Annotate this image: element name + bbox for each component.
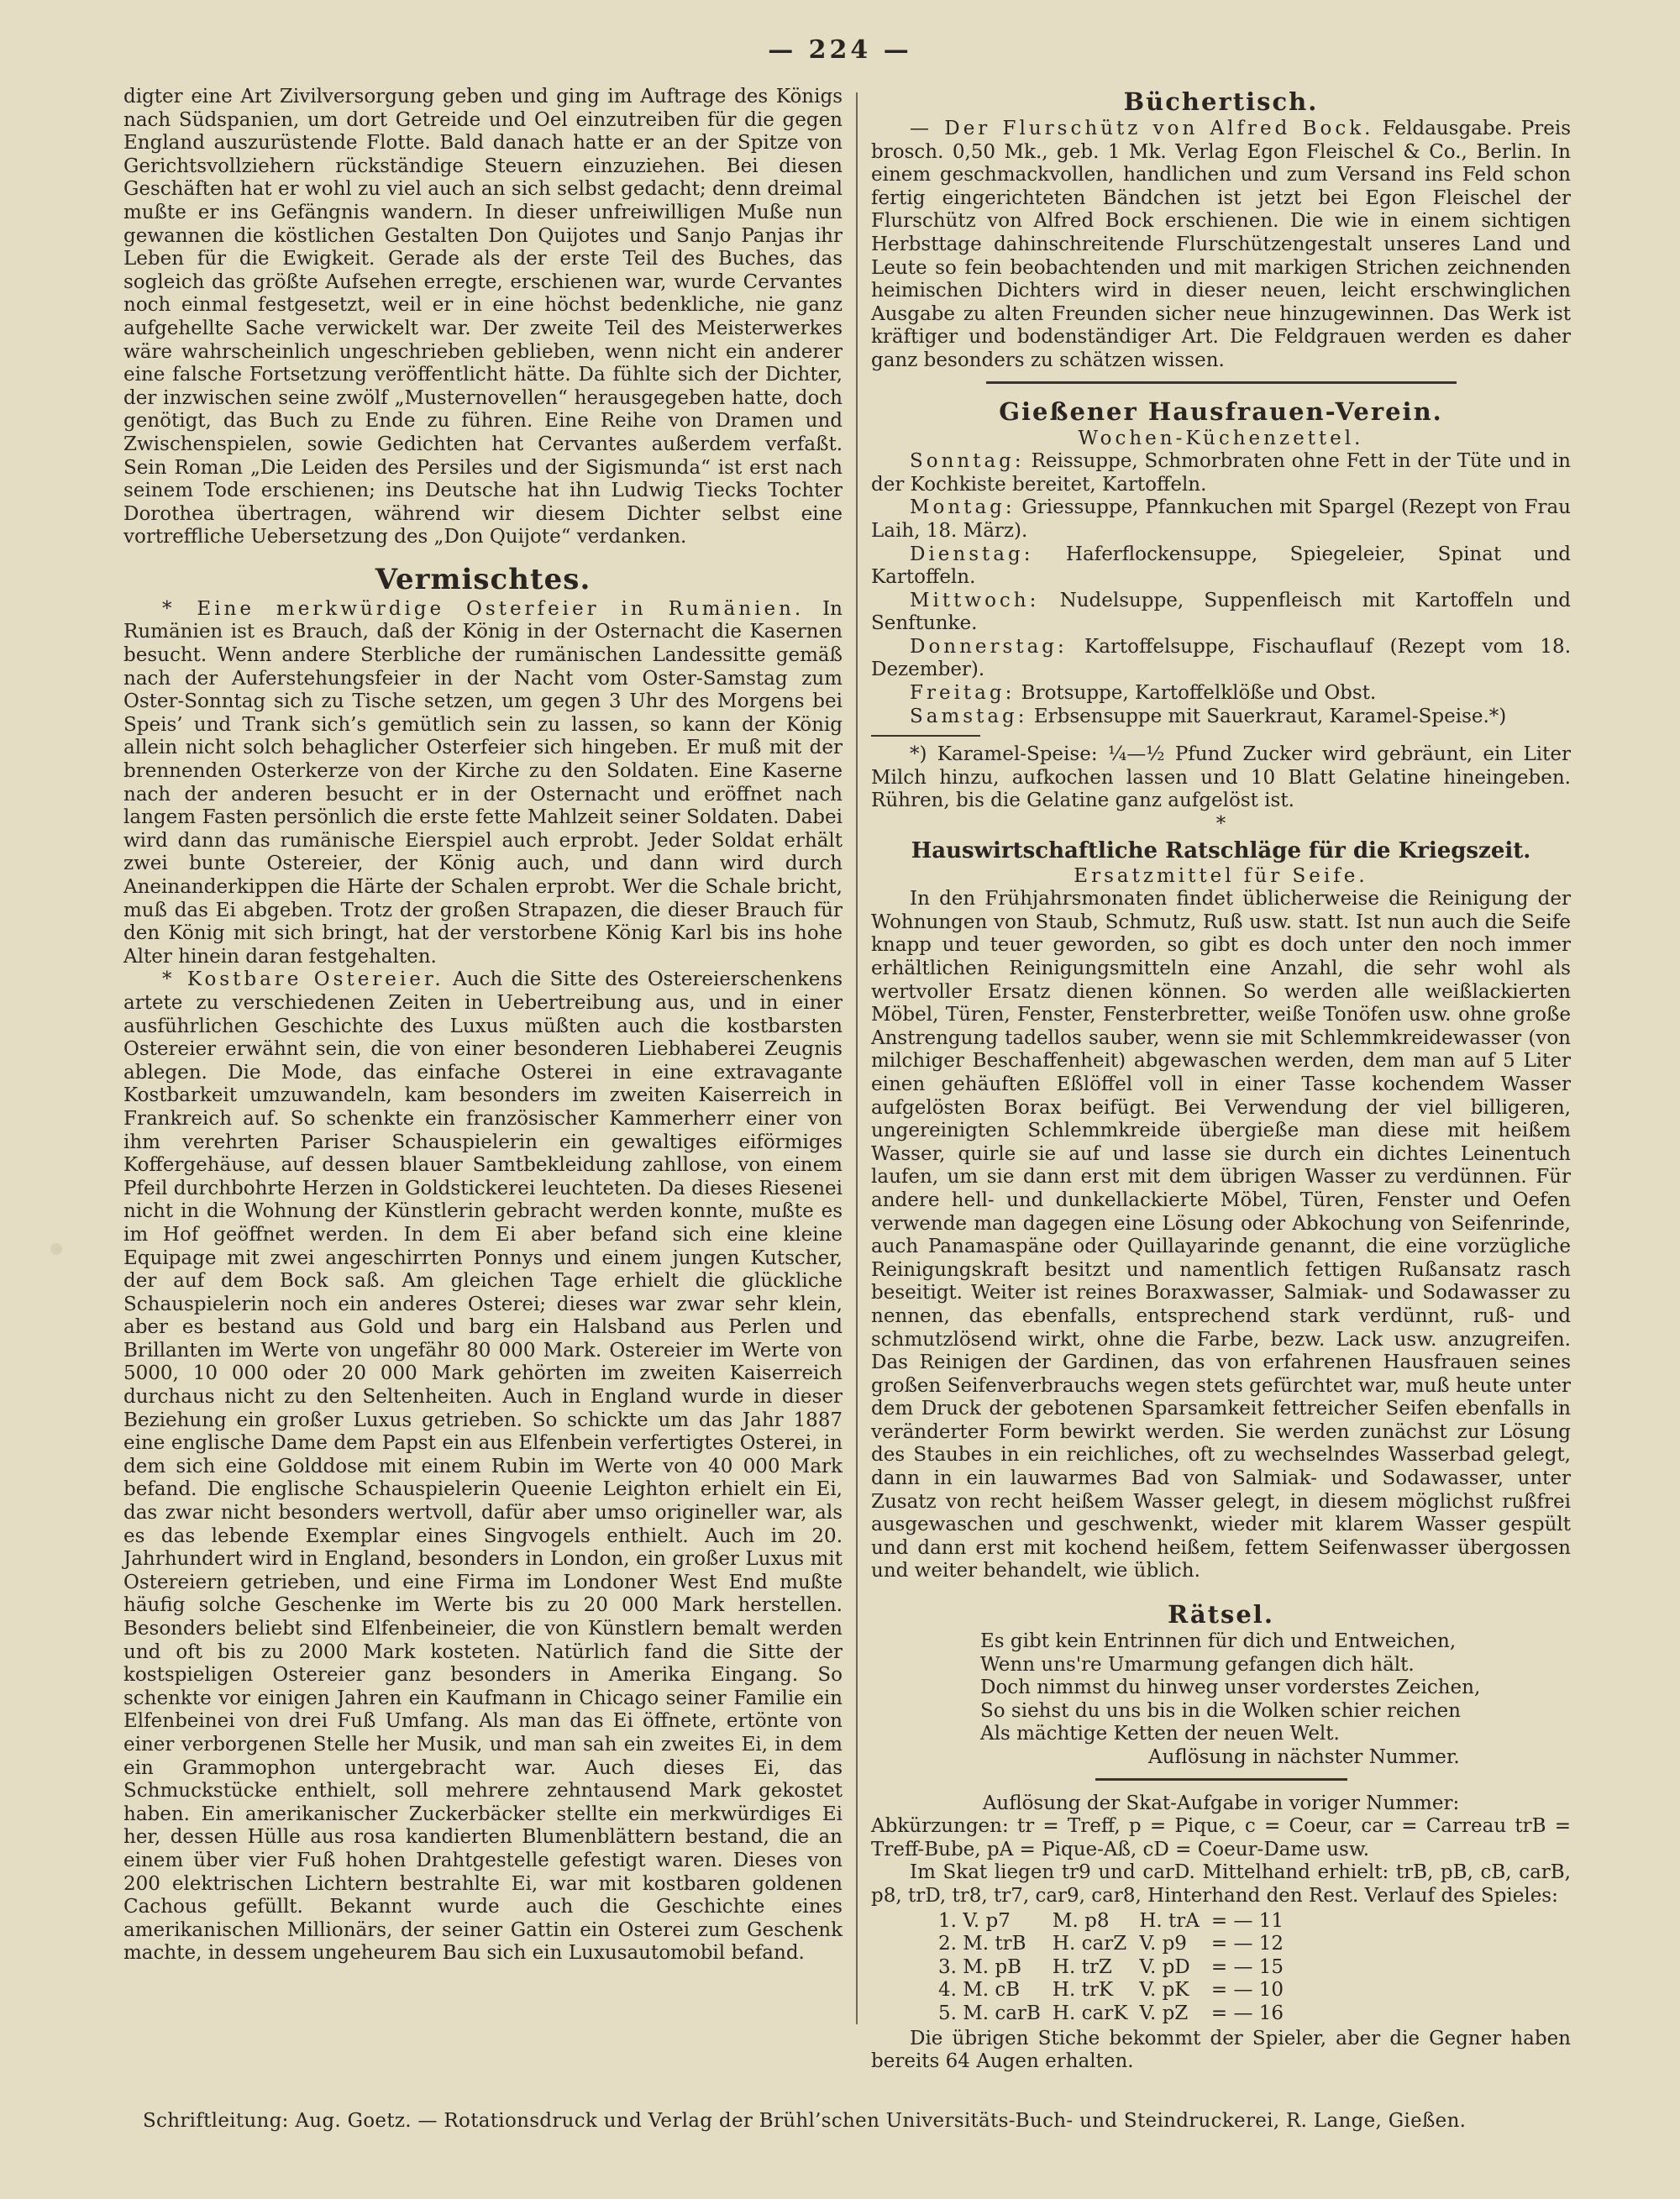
move-cell: 2. M. trB — [938, 1933, 1026, 1955]
menu-day — [871, 496, 1571, 543]
menu-footnote: *) Karamel-Speise: ¼—½ Pfund Zucker wird gebräunt, ein Liter Milch hinzu, aufkochen lassen und 10 Blatt Gelatine hineingeben. Rühren, bis die Gelatine ganz aufgelöst ist. — [871, 743, 1571, 812]
menu-day — [871, 682, 1571, 706]
article-text: In Rumänien ist es Brauch, daß der König in der Osternacht die Kasernen besucht. Wenn andere Sterbliche der rumänischen Landessitte gemäß nach der Auferstehungsfeier in der Nacht vom Oster-Samstag zum Oster-Sonntag sich zu Tische setzen, um gegen 3 Uhr des Morgens bei Speis’ und Trank sich’s gemütlich sein zu lassen, so kann der König allein nicht solch behaglicher Osterfeier sich hingeben. Er muß mit der brennenden Osterkerze von der Kirche zu den Soldaten. Eine Kaserne nach der anderen besucht er in der Osternacht und eröffnet nach langem Fasten persönlich die erste fette Mahlzeit seiner Soldaten. Dabei wird dann das rumänische Eierspiel auch erprobt. Jeder Soldat erhält zwei bunte Ostereier, der König auch, und dann wird durch Aneinanderkippen die Härte der Schalen erprobt. Wer die Schale bricht, muß das Ei abgeben. Trotz der großen Strapazen, die dieser Brauch für den König mit sich bringt, hat der verstorbene König Karl bis ins hohe Alter hinein daran festgehalten. — [123, 597, 843, 968]
page-footer-imprint: Schriftleitung: Aug. Goetz. — Rotationsdruck und Verlag der Brühl’schen Universitäts-Buch- und Steindruckerei, R. Lange, Gießen. — [143, 2110, 1467, 2132]
move-cell: 4. M. cB — [938, 1979, 1021, 2002]
ratschlaege-subtitle: Ersatzmittel für Seife. — [1074, 864, 1368, 887]
move-cell: = — 12 — [1210, 1933, 1284, 1955]
menu-day-dishes: Haferflockensuppe, Spiegeleier, Spinat und Kartoffeln. — [871, 543, 1572, 589]
left-column — [123, 86, 843, 2034]
article-osterfeier — [123, 598, 843, 969]
move-cell: = — 11 — [1210, 1909, 1284, 1932]
skat-title: Auflösung der Skat-Aufgabe in voriger Nummer: — [982, 1792, 1460, 1814]
move-cell: = — 15 — [1210, 1955, 1284, 1978]
article-lead: * Kostbare Ostereier. — [162, 968, 444, 991]
move-cell: = — 10 — [1210, 1979, 1284, 2002]
table-row — [938, 2002, 1295, 2026]
menu-day-dishes: Erbsensuppe mit Sauerkraut, Karamel-Speise.*) — [1033, 705, 1507, 727]
move-cell: H. trZ — [1052, 1955, 1112, 1978]
menu-day-dishes: Nudelsuppe, Suppenfleisch mit Kartoffeln und Senftunke. — [871, 589, 1571, 635]
section-title-buechertisch: Büchertisch. — [1123, 87, 1319, 116]
section-rule — [1095, 1778, 1347, 1781]
riddle-line: Doch nimmst du hinweg unser vorderstes Zeichen, — [980, 1677, 1481, 1699]
menu-day — [871, 636, 1571, 682]
move-cell: 3. M. pB — [938, 1955, 1022, 1978]
right-column — [871, 86, 1572, 2073]
move-cell: H. carZ — [1052, 1933, 1127, 1955]
menu-day — [871, 706, 1571, 729]
riddle-line: So siehst du uns bis in die Wolken schier reichen — [980, 1699, 1461, 1722]
move-cell: H. carK — [1052, 2002, 1128, 2024]
riddle-line: Wenn uns're Umarmung gefangen dich hält. — [980, 1653, 1415, 1676]
menu-day-name: Donnerstag: — [910, 635, 1068, 658]
section-rule — [986, 381, 1457, 384]
menu-subtitle: Wochen-Küchenzettel. — [1078, 427, 1364, 449]
ratschlaege-text: In den Frühjahrsmonaten findet üblicherweise die Reinigung der Wohnungen von Staub, Schmutz, Ruß usw. statt. Ist nun auch die Seife knapp und teuer geworden, so gibt es doch unter den noch immer erhältlichen Reinigungsmitteln eine Anzahl, die sehr wohl als wertvoller Ersatz dienen können. So werden alle weißlackierten Möbel, Türen, Fenster, Fensterbretter, weiße Tonöfen usw. ohne große Anstrengung tadellos sauber, wenn sie mit Schlemmkreidewasser (von milchiger Beschaffenheit) abgewaschen werden, dem man auf 5 Liter einen gehäuften Eßlöffel voll in einer Tasse kochendem Wasser aufgelösten Borax beifügt. Bei Verwendung der viel billigeren, ungereinigten Schlemmkreide übergieße man diese mit heißem Wasser, quirle sie auf und lasse sie durch ein dichtes Leinentuch laufen, um sie dann erst mit dem übrigen Wasser zu verdünnen. Für andere hell- und dunkellackierte Möbel, Türen, Fenster und Oefen verwende man dagegen eine Lösung oder Abkochung von Seifenrinde, auch Panamaspäne oder Quillayarinde genannt, die eine vorzügliche Reinigungskraft besitzt und namentlich fettigen Rußansatz rasch beseitigt. Weiter ist reines Boraxwasser, Salmiak- und Sodawasser zu nennen, das ebenfalls, entsprechend stark verdünnt, ruß- und schmutzlösend wirkt, ohne die Farbe, bezw. Lack usw. anzugreifen. Das Reinigen der Gardinen, das von erfahrenen Hausfrauen seines großen Seifenverbrauchs wegen stets gefürchtet war, muß heute unter dem Druck der gebotenen Sparsamkeit fettreicher Seifen ebenfalls in veränderter Form bewirkt werden. Sie werden zunächst zur Lösung des Staubes in ein reichliches, oft zu wechselndes Wasserbad gelegt, dann in ein lauwarmes Bad von Salmiak- und Sodawasser, unter Zusatz von recht heißem Wasser gelegt, in diesem möglichst rußfrei ausgewaschen und geschwenkt, wieder mit klarem Wasser gespült und dann erst mit kochend heißem, fettem Seifenwasser übergossen und weiter behandelt, wie üblich. — [871, 888, 1571, 1582]
move-cell: V. pK — [1139, 1979, 1189, 2002]
article-text: Auch die Sitte des Ostereierschenkens artete zu verschiedenen Zeiten in Uebertreibung aus, und in einer ausführlichen Geschichte des Luxus müßten auch die kostbarsten Ostereier erwähnt sein, die von einer besonderen Liebhaberei Zeugnis ablegen. Die Mode, das einfache Osterei in eine extravagante Kostbarkeit umzuwandeln, kam besonders im zweiten Kaiserreich in Frankreich auf. So schenkte ein französischer Kammerherr einer von ihm verehrten Pariser Schauspielerin ein gewaltiges eiförmiges Koffergehäuse, auf dessen blauer Samtbekleidung zahllose, von einem Pfeil durchbohrte Herzen in Goldstickerei leuchteten. Da dieses Riesenei nicht in die Wohnung der Künstlerin gebracht werden konnte, mußte es im Hof geöffnet werden. In dem Ei aber befand sich eine kleine Equipage mit zwei angeschirrten Ponnys und einem jungen Kutscher, der auf dem Bock saß. Am gleichen Tage erhielt die glückliche Schauspielerin noch ein anderes Osterei; dieses war zwar sehr klein, aber es bestand aus Gold und barg ein Halsband aus Perlen und Brillanten im Werte von ungefähr 80 000 Mark. Ostereier im Werte von 5000, 10 000 oder 20 000 Mark gehörten im zweiten Kaiserreich durchaus nicht zu den Seltenheiten. Auch in England wurde in dieser Beziehung ein großer Luxus getrieben. So schickte um das Jahr 1887 eine englische Dame dem Papst ein aus Elfenbein verfertigtes Osterei, in dem sich eine Golddose mit einem Rubin im Werte von 40 000 Mark befand. Die englische Schauspielerin Queenie Leighton erhielt ein Ei, das zwar nicht besonders wertvoll, dafür aber umso origineller war, als es das lebende Exemplar eines Singvogels enthielt. Auch im 20. Jahrhundert wird in England, besonders in London, ein großer Luxus mit Ostereiern getrieben, und eine Firma im Londoner West End mußte häufig solche Geschenke im Werte bis zu 20 000 Mark herstellen. Besonders beliebt sind Elfenbeineier, die von Künstlern bemalt werden und oft bis zu 2000 Mark kosteten. Natürlich fand die Sitte der kostspieligen Ostereier ganz besonders in Amerika Eingang. So schenkte vor einigen Jahren ein Kaufmann in Chicago seiner Familie ein Elfenbeinei von drei Fuß Umfang. Als man das Ei öffnete, ertönte von einer verborgenen Stelle her Musik, und man sah ein zweites Ei, in dem ein Grammophon untergebracht war. Auch dieses Ei, das Schmuckstücke enthielt, soll mehrere zehntausend Mark gekostet haben. Ein amerikanischer Zuckerbäcker stellte ein merkwürdiges Ei her, dessen Hülle aus rosa kandierten Blumenblättern bestand, die an einem über vier Fuß hohen Drahtgestelle gefestigt waren. Dieses von 200 elektrischen Lichtern bestrahlte Ei, war mit kostbaren goldenen Cachous gefüllt. Bekannt wurde auch die Geschichte eines amerikanischen Millionärs, der seiner Gattin ein Osterei zum Geschenk machte, in dessem ungeheurem Bau sich ein Luxusautomobil befand. — [123, 968, 843, 1965]
menu-day-dishes: Griessuppe, Pfannkuchen mit Spargel (Rezept von Frau Laih, 18. März). — [871, 496, 1571, 542]
skat-moves-table — [938, 1910, 1295, 2026]
menu-day-name: Sonntag: — [910, 450, 1025, 473]
move-cell: V. pD — [1139, 1955, 1190, 1978]
separator-star: * — [1215, 813, 1226, 836]
skat-outro: Die übrigen Stiche bekommt der Spieler, aber die Gegner haben bereits 64 Augen erhalten. — [871, 2027, 1571, 2073]
menu-day-name: Mittwoch: — [910, 589, 1040, 611]
table-row — [938, 1910, 1295, 1934]
menu-day-dishes: Brotsuppe, Kartoffelklöße und Obst. — [1021, 682, 1377, 705]
move-cell: V. p9 — [1139, 1933, 1187, 1955]
menu-day-name: Dienstag: — [910, 543, 1034, 565]
section-title-verein: Gießener Hausfrauen-Verein. — [999, 396, 1443, 426]
menu-day — [871, 543, 1571, 590]
move-cell: = — 16 — [1210, 2002, 1284, 2024]
book-review-lead: — Der Flurschütz von Alfred Bock. — [910, 118, 1374, 139]
move-cell: 1. V. p7 — [938, 1909, 1011, 1932]
move-cell: H. trA — [1139, 1909, 1200, 1932]
table-row — [938, 1956, 1295, 1980]
page-number: — 224 — — [768, 35, 912, 65]
menu-day-dishes: Kartoffelsuppe, Fischauflauf (Rezept vom 18. Dezember). — [871, 635, 1572, 681]
article-lead: * Eine merkwürdige Osterfeier in Rumänien. — [162, 597, 805, 620]
menu-day — [871, 450, 1571, 496]
table-row — [938, 1979, 1295, 2002]
move-cell: M. p8 — [1052, 1909, 1110, 1932]
menu-day — [871, 590, 1571, 636]
move-cell: V. pZ — [1139, 2002, 1189, 2024]
cervantes-continuation: digter eine Art Zivilversorgung geben und ging im Auftrage des Königs nach Südspanien, um dort Getreide und Oel einzutreiben für die gegen England auszurüstende Flotte. Bald danach hatte er an der Spitze von Gerichtsvollziehern rückständige Steuern einzuziehen. Bei diesen Geschäften hat er wohl zu viel auch an sich selbst gedacht; denn dreimal mußte er ins Gefängnis wandern. In dieser unfreiwilligen Muße nun gewannen die köstlichen Gestalten Don Quijotes und Sanjo Panjas ihr Leben für die Ewigkeit. Gerade als der erste Teil des Buches, das sogleich das größte Aufsehen erregte, erschienen war, wurde Cervantes noch einmal festgesetzt, weil er in eine höchst bedenkliche, nie ganz aufgehellte Sache verwickelt war. Der zweite Teil des Meisterwerkes wäre wahrscheinlich ungeschrieben geblieben, wenn nicht ein anderer eine falsche Fortsetzung veröffentlicht hätte. Da fühlte sich der Dichter, der inzwischen seine zwölf „Musternovellen“ herausgegeben hatte, doch genötigt, das Buch zu Ende zu führen. Eine Reihe von Dramen und Zwischenspielen, sowie Gedichten hat Cervantes außerdem verfaßt. Sein Roman „Die Leiden des Persiles und der Sigismunda“ ist erst nach seinem Tode erschienen; ins Deutsche hat ihn Ludwig Tiecks Tochter Dorothea übertragen, während wir diesem Dichter selbst eine vortreffliche Uebersetzung des „Don Quijote“ verdanken. — [123, 86, 843, 548]
skat-abbreviations: Abkürzungen: tr = Treff, p = Pique, c = Coeur, car = Carreau trB = Treff-Bube, pA = Pique-Aß, cD = Coeur-Dame usw. — [871, 1815, 1571, 1860]
footnote-rule — [871, 735, 980, 737]
menu-day-name: Montag: — [910, 496, 1016, 519]
column-divider — [856, 92, 858, 2024]
menu-day-name: Samstag: — [910, 705, 1028, 727]
paper-stain — [50, 1243, 62, 1255]
menu-day-dishes: Reissuppe, Schmorbraten ohne Fett in der Tüte und in der Kochkiste bereitet, Kartoffeln. — [871, 450, 1571, 496]
book-review-text: Feldausgabe. Preis brosch. 0,50 Mk., geb. 1 Mk. Verlag Egon Fleischel & Co., Berlin. In einem geschmackvollen, handlichen und zum Versand ins Feld schon fertig eingerichteten Bändchen ist jetzt bei Egon Fleischel der Flurschütz von Alfred Bock erschienen. Die wie in einem sichtigen Herbsttage dahinschreitende Flurschützengestalt unseres Land und Leute so fein beobachtenden und mit markigen Strichen zeichnenden heimischen Dichters wird in dieser neuen, leicht erschwinglichen Ausgabe zu alten Freunden sicher neue hinzugewinnen. Das Werk ist kräftiger und bodenständiger Art. Die Feldgrauen werden es daher ganz besonders zu schätzen wissen. — [871, 118, 1572, 371]
move-cell: H. trK — [1052, 1979, 1114, 2002]
table-row — [938, 1933, 1295, 1956]
skat-intro: Im Skat liegen tr9 und carD. Mittelhand erhielt: trB, pB, cB, carB, p8, trD, tr8, tr7, car9, car8, Hinterhand den Rest. Verlauf des Spieles: — [871, 1861, 1571, 1907]
book-review — [871, 118, 1571, 373]
article-ostereier — [123, 968, 843, 1965]
menu-day-name: Freitag: — [910, 682, 1016, 705]
move-cell: 5. M. carB — [938, 2002, 1041, 2024]
weekly-menu — [871, 450, 1571, 728]
section-title-raetsel: Rätsel. — [1168, 1600, 1274, 1630]
riddle-line: Als mächtige Ketten der neuen Welt. — [980, 1723, 1340, 1745]
riddle-note: Auflösung in nächster Nummer. — [1148, 1746, 1460, 1768]
riddle-poem — [871, 1630, 1571, 1770]
riddle-line: Es gibt kein Entrinnen für dich und Entweichen, — [980, 1630, 1457, 1653]
section-title-ratschlaege: Hauswirtschaftliche Ratschläge für die Kriegszeit. — [911, 837, 1531, 863]
section-title-vermischtes: Vermischtes. — [375, 562, 591, 596]
